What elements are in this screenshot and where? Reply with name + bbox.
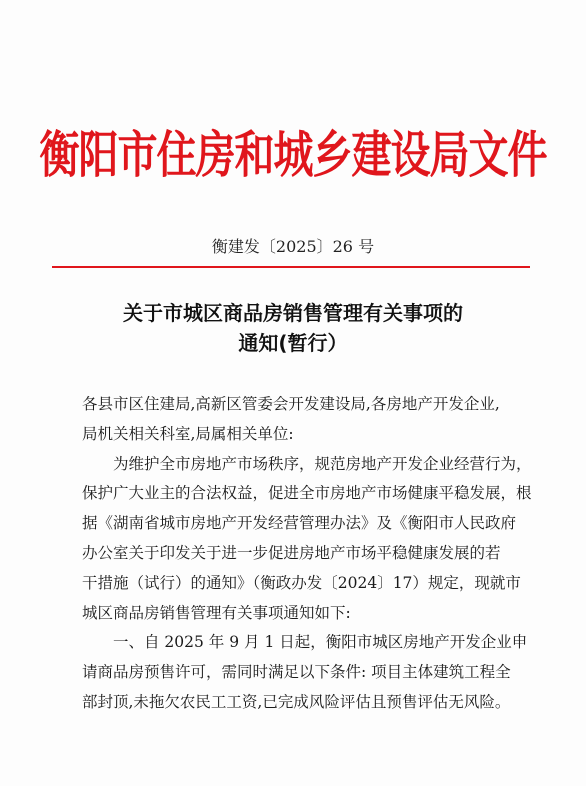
notice-title-line-2: 通知(暂行） (238, 331, 348, 355)
notice-title-line-1: 关于市城区商品房销售管理有关事项的 (123, 301, 463, 325)
addressee-line-2: 局机关相关科室,局属相关单位: (82, 424, 294, 443)
paragraph-1-line-5: 干措施（试行）的通知》（衡政办发〔2024〕17）规定，现就市 (82, 573, 521, 592)
paragraph-2-line-3: 部封顶,未拖欠农民工工资,已完成风险评估且预售评估无风险。 (82, 692, 511, 711)
paragraph-1-line-2: 保护广大业主的合法权益，促进全市房地产市场健康平稳发展，根 (82, 484, 532, 503)
paragraph-1-line-4: 办公室关于印发关于进一步促进房地产市场平稳健康发展的若 (82, 543, 501, 562)
paragraph-1-line-3: 据《湖南省城市房地产开发经营管理办法》及《衡阳市人民政府 (82, 514, 517, 533)
notice-title (0, 298, 586, 358)
document-number: 衡建发〔2025〕26 号 (211, 237, 375, 256)
paragraph-1-line-6: 城区商品房销售管理有关事项通知如下: (82, 603, 351, 622)
document-body (82, 390, 532, 718)
paragraph-2 (82, 628, 528, 717)
addressee-line-1: 各县市区住建局,高新区管委会开发建设局,各房地产开发企业, (82, 395, 500, 413)
paragraph-2-line-1: 一、自 2025 年 9 月 1 日起，衡阳市城区房地产开发企业申 (113, 633, 528, 652)
paragraph-2-line-2: 请商品房预售许可，需同时满足以下条件: 项目主体建筑工程全 (82, 663, 511, 682)
masthead-title: 衡阳市住房和城乡建设局文件 (39, 126, 547, 185)
paragraph-1 (82, 450, 532, 629)
paragraph-1-line-1: 为维护全市房地产市场秩序，规范房地产开发企业经营行为， (113, 454, 532, 473)
addressee (82, 390, 514, 450)
red-divider-line (52, 266, 530, 268)
